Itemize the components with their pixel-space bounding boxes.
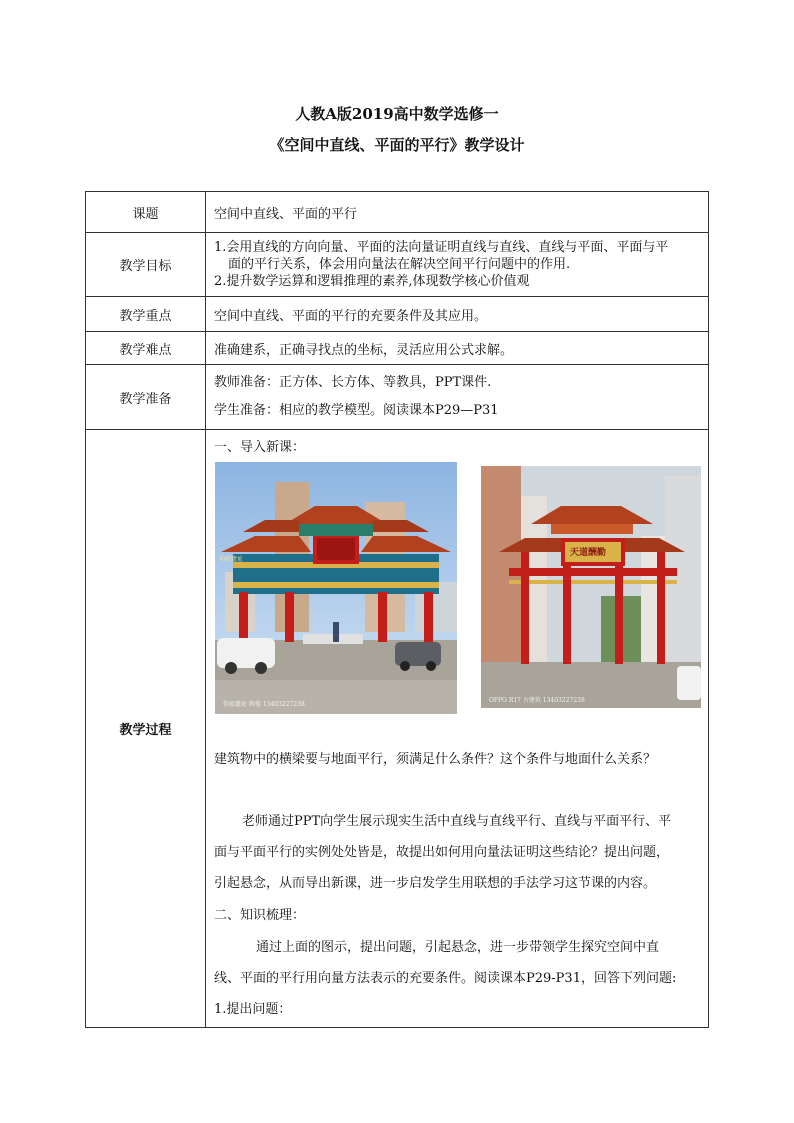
value-key-points: 空间中直线、平面的平行的充要条件及其应用。 xyxy=(206,297,709,332)
item-raise-question: 1.提出问题： xyxy=(214,1002,292,1017)
prep-student: 学生准备：相应的教学模型。阅读课本P29—P31 xyxy=(214,403,499,418)
value-difficulty: 准确建系，正确寻找点的坐标，灵活应用公式求解。 xyxy=(206,332,709,365)
label-key-points: 教学重点 xyxy=(86,297,206,332)
row-preparation xyxy=(86,365,709,430)
label-goals: 教学目标 xyxy=(86,233,206,297)
value-goals xyxy=(206,233,709,297)
goal-line-1: 1.会用直线的方向向量、平面的法向量证明直线与直线、直线与平面、平面与平 xyxy=(214,240,669,255)
value-topic: 空间中直线、平面的平行 xyxy=(206,192,709,233)
intro-question: 建筑物中的横梁要与地面平行，须满足什么条件？这个条件与地面什么关系？ xyxy=(214,752,657,767)
document-title: 人教A版2019高中数学选修一 xyxy=(295,105,499,123)
row-key-points xyxy=(86,297,709,332)
para1-line1: 老师通过PPT向学生展示现实生活中直线与直线平行、直线与平面平行、平 xyxy=(242,814,672,829)
label-preparation: 教学准备 xyxy=(86,365,206,430)
para1-line2: 面与平面平行的实例处处皆是，故提出如何用向量法证明这些结论？提出问题， xyxy=(214,845,670,860)
para1-line3: 引起悬念，从而导出新课，进一步启发学生用联想的手法学习这节课的内容。 xyxy=(214,876,657,891)
value-process xyxy=(206,430,709,1028)
left-archway-sign: 仰韶遗址 xyxy=(219,556,244,563)
archway-image-right xyxy=(481,466,701,708)
row-difficulty xyxy=(86,332,709,365)
archway-image-left xyxy=(215,462,457,714)
section-knowledge-heading: 二、知识梳理： xyxy=(214,908,306,923)
label-process: 教学过程 xyxy=(86,430,206,1028)
row-process xyxy=(86,430,709,1028)
lesson-plan-table xyxy=(85,191,709,1028)
right-archway-sign: 天道酬勤 xyxy=(570,548,607,558)
right-photo-watermark: OPPO R17 古建筑 13403227238 xyxy=(489,697,585,704)
process-content xyxy=(214,430,702,1027)
row-topic xyxy=(86,192,709,233)
prep-teacher: 教师准备：正方体、长方体、等教具，PPT课件. xyxy=(214,375,492,390)
label-difficulty: 教学难点 xyxy=(86,332,206,365)
section-intro-heading: 一、导入新课： xyxy=(214,440,306,455)
para2-line1: 通过上面的图示，提出问题，引起悬念，进一步带领学生探究空间中直 xyxy=(256,940,660,955)
document-subtitle: 《空间中直线、平面的平行》教学设计 xyxy=(269,136,525,154)
label-topic: 课题 xyxy=(86,192,206,233)
row-goals xyxy=(86,233,709,297)
goal-line-3: 2.提升数学运算和逻辑推理的素养,体现数学核心价值观 xyxy=(214,274,530,289)
left-photo-watermark: 仰韶遗址 牌楼 13403227238 xyxy=(223,701,305,708)
para2-line2: 线、平面的平行用向量方法表示的充要条件。阅读课本P29-P31，回答下列问题: xyxy=(214,971,677,986)
archway-photo-right xyxy=(481,466,701,708)
archway-photo-left xyxy=(215,462,457,714)
goal-line-2: 面的平行关系，体会用向量法在解决空间平行问题中的作用. xyxy=(228,257,571,272)
value-preparation xyxy=(206,365,709,430)
